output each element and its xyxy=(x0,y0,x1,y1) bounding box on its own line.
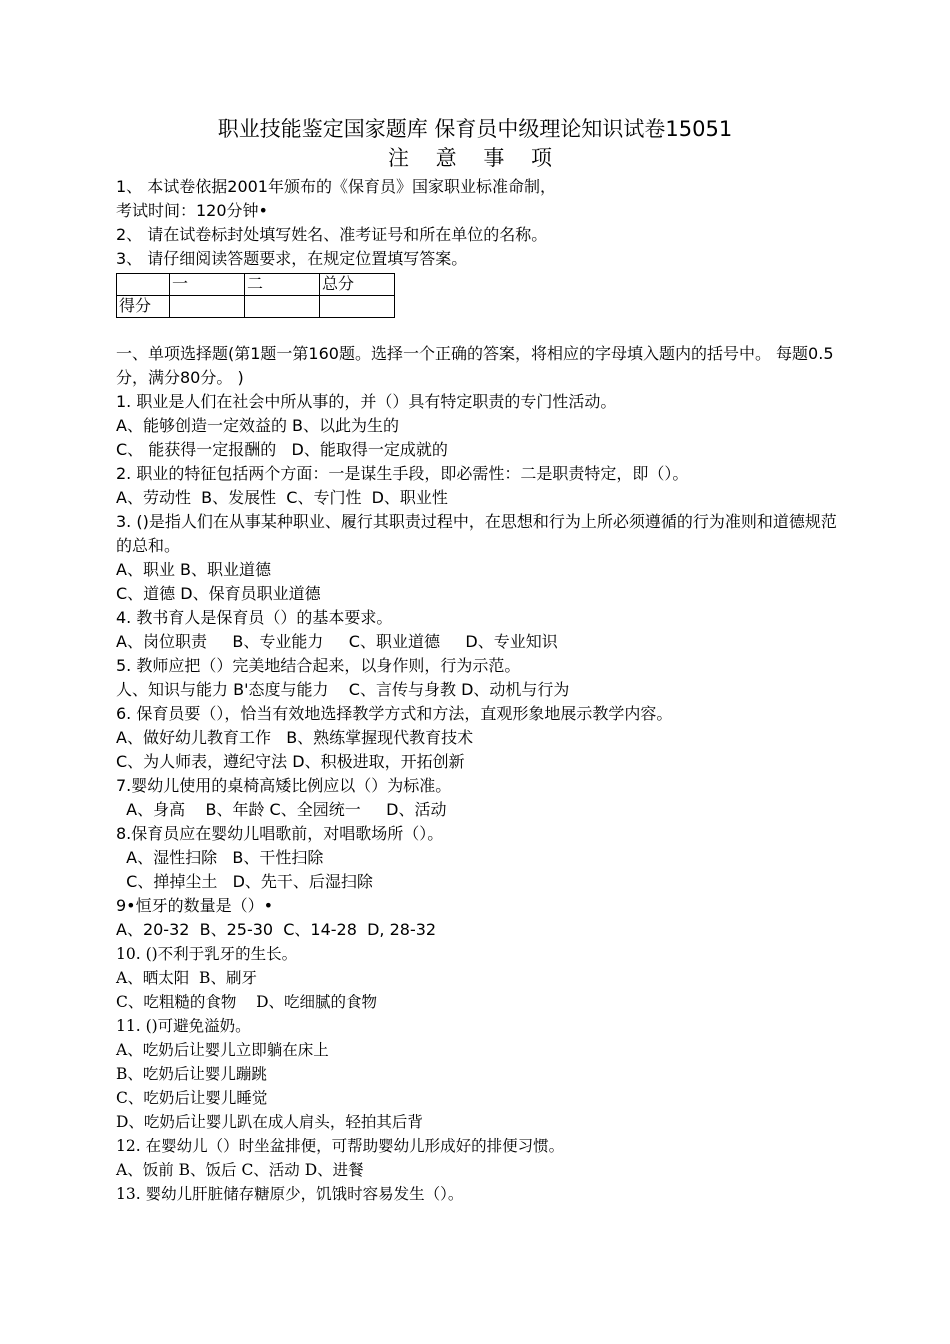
question-line: 9•恒牙的数量是（）• xyxy=(116,896,274,915)
score-table-header: 二 xyxy=(245,274,320,296)
answer-line: C、道德 D、保育员职业道德 xyxy=(116,584,321,603)
question-line: 8.保育员应在婴幼儿唱歌前，对唱歌场所（）。 xyxy=(116,824,444,843)
score-table xyxy=(116,273,395,318)
notice-line: 3、 请仔细阅读答题要求，在规定位置填写答案。 xyxy=(116,249,468,268)
document-title: 职业技能鉴定国家题库 保育员中级理论知识试卷15051 xyxy=(217,117,733,141)
notices-block xyxy=(116,175,846,1206)
notice-line: 2、 请在试卷标封处填写姓名、准考证号和所在单位的名称。 xyxy=(116,225,548,244)
notice-line: 1、 本试卷依据2001年颁布的《保育员》国家职业标准命制， xyxy=(116,177,556,196)
answer-line: D、吃奶后让婴儿趴在成人肩头，轻拍其后背 xyxy=(116,1113,423,1131)
answer-line: C、吃粗糙的食物 D、吃细腻的食物 xyxy=(116,993,377,1011)
question-line: 13. 婴幼儿肝脏储存糖原少，饥饿时容易发生（）。 xyxy=(116,1185,464,1203)
score-cell xyxy=(245,296,320,318)
answer-line: A、职业 B、职业道德 xyxy=(116,560,272,579)
score-table-header: 一 xyxy=(170,274,245,296)
answer-line: C、吃奶后让婴儿睡觉 xyxy=(116,1089,268,1107)
score-table-row xyxy=(117,296,395,318)
score-cell xyxy=(320,296,395,318)
answer-line: C、掸掉尘土 D、先干、后湿扫除 xyxy=(116,872,373,891)
answer-line: A、晒太阳 B、刷牙 xyxy=(116,969,257,987)
notice-line: 考试时间：120分钟• xyxy=(116,201,268,220)
question-line: 4. 教书育人是保育员（）的基本要求。 xyxy=(116,608,393,627)
answer-line: A、身高 B、年龄 C、全园统一 D、活动 xyxy=(116,800,447,819)
answer-line: A、湿性扫除 B、干性扫除 xyxy=(116,848,324,867)
question-line: 3. ()是指人们在从事某种职业、履行其职责过程中，在思想和行为上所必须遵循的行为准则和道德规范的总和。 xyxy=(116,512,837,555)
notice-heading: 注 意 事 项 xyxy=(387,146,563,170)
answer-line: B、吃奶后让婴儿蹦跳 xyxy=(116,1065,267,1083)
answer-line: C、为人师表，遵纪守法 D、积极进取，开拓创新 xyxy=(116,752,465,771)
question-line: 12. 在婴幼儿（）时坐盆排便，可帮助婴幼儿形成好的排便习惯。 xyxy=(116,1137,565,1155)
question-line: 10. ()不利于乳牙的生长。 xyxy=(116,945,298,963)
score-table-header: 总分 xyxy=(320,274,395,296)
score-table-corner xyxy=(117,274,170,296)
answer-line: A、劳动性 B、发展性 C、专门性 D、职业性 xyxy=(116,488,448,507)
answer-line: A、能够创造一定效益的 B、以此为生的 xyxy=(116,416,400,435)
answer-line: A、岗位职责 B、专业能力 C、职业道德 D、专业知识 xyxy=(116,632,558,651)
score-row-label: 得分 xyxy=(117,296,170,318)
question-line: 6. 保育员要（），恰当有效地选择教学方式和方法，直观形象地展示教学内容。 xyxy=(116,704,673,723)
question-line: 1. 职业是人们在社会中所从事的，并（）具有特定职责的专门性活动。 xyxy=(116,392,617,411)
answer-line: A、吃奶后让婴儿立即躺在床上 xyxy=(116,1041,329,1059)
question-line: 2. 职业的特征包括两个方面：一是谋生手段，即必需性：二是职责特定，即（）。 xyxy=(116,464,689,483)
score-table-header-row xyxy=(117,274,395,296)
answer-line: A、饭前 B、饭后 C、活动 D、进餐 xyxy=(116,1161,364,1179)
answer-line: A、20-32 B、25-30 C、14-28 D, 28-32 xyxy=(116,920,437,939)
answer-line: A、做好幼儿教育工作 B、熟练掌握现代教育技术 xyxy=(116,728,474,747)
question-line: 5. 教师应把（）完美地结合起来，以身作则，行为示范。 xyxy=(116,656,521,675)
score-cell xyxy=(170,296,245,318)
question-line: 11. ()可避免溢奶。 xyxy=(116,1017,251,1035)
section-intro: 一、单项选择题(第1题一第160题。选择一个正确的答案，将相应的字母填入题内的括号中。 每题0.5分，满分80分。 ) xyxy=(116,344,834,387)
question-line: 7.婴幼儿使用的桌椅高矮比例应以（）为标准。 xyxy=(116,776,452,795)
answer-line: 人、知识与能力 B'态度与能力 C、言传与身教 D、动机与行为 xyxy=(116,680,570,699)
answer-line: C、 能获得一定报酬的 D、能取得一定成就的 xyxy=(116,440,448,459)
